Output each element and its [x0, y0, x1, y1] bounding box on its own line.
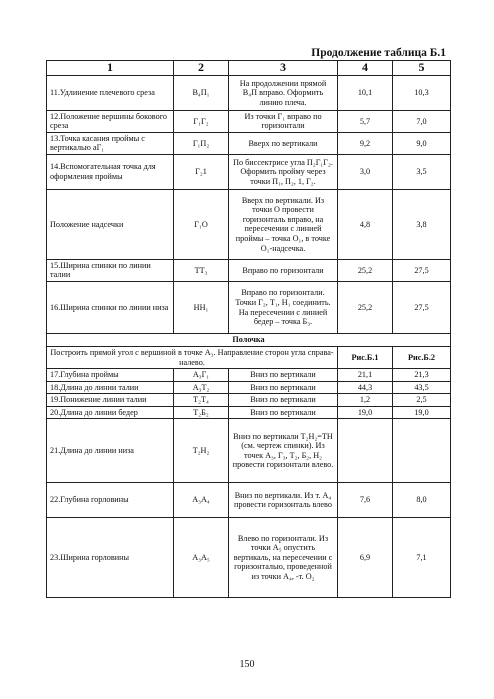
- table-row: [47, 518, 451, 598]
- table-cell-c3: Вниз по вертикали: [229, 381, 338, 394]
- specification-table: [46, 60, 451, 598]
- table-row: [47, 419, 451, 483]
- table-cell-c2: ТТ₃: [174, 259, 229, 281]
- section-title: Полочка: [47, 334, 451, 347]
- header-col-4: 4: [338, 61, 393, 76]
- table-row: [47, 189, 451, 259]
- table-cell-c4: 5,7: [338, 110, 393, 132]
- table-cell-c4: 21,1: [338, 369, 393, 382]
- table-cell-c1: 23.Ширина горловины: [47, 518, 174, 598]
- table-cell-c2: Г₂1: [174, 154, 229, 189]
- table-cell-c2: Т₂Н₂: [174, 419, 229, 483]
- table-cell-c2: Т₂Б₂: [174, 406, 229, 419]
- table-cell-c1: 14.Вспомогательная точка для оформления проймы: [47, 154, 174, 189]
- table-cell-c5: 27,5: [393, 259, 451, 281]
- table-row: [47, 282, 451, 334]
- table-cell-c2: Т₂Т₄: [174, 394, 229, 407]
- table-cell-c4: 1,2: [338, 394, 393, 407]
- table-cell-c3: Вверх по вертикали. Из точки О провести горизонталь вправо, на пересечении с линией проймы – точка О₁, в точке О₁-надсечка.: [229, 189, 338, 259]
- table-cell-c3: По биссектрисе угла П₂Г₁Г₂. Оформить пройму через точки П₁, П₂, 1, Г₂.: [229, 154, 338, 189]
- table-cell-c5: 43,5: [393, 381, 451, 394]
- table-cell-c3: Вправо по горизонтали: [229, 259, 338, 281]
- table-cell-c4: 4,8: [338, 189, 393, 259]
- table-cell-c2: Г₁Г₂: [174, 110, 229, 132]
- table-cell-c4: 7,6: [338, 483, 393, 518]
- table-cell-c5: 19,0: [393, 406, 451, 419]
- section-row: [47, 334, 451, 347]
- figure-label: Рис.Б.1: [338, 347, 393, 369]
- table-cell-c5: 7,0: [393, 110, 451, 132]
- table-cell-c3: Вправо по горизонтали. Точки Г₂, Т₁, Н₁ соединить. На пересечении с линией бедер – точка Б₃.: [229, 282, 338, 334]
- table-cell-c1: 11.Удлинение плечевого среза: [47, 75, 174, 110]
- table-cell-c4: 25,2: [338, 282, 393, 334]
- table-cell-c5: 3,5: [393, 154, 451, 189]
- table-row: [47, 483, 451, 518]
- table-cell-c1: 12.Положение вершины бокового среза: [47, 110, 174, 132]
- instruction-text: Построить прямой угол с вершиной в точке А₃. Направление сторон угла справа-налево.: [47, 347, 338, 369]
- table-cell-c3: Вверх по вертикали: [229, 132, 338, 154]
- table-cell-c2: А₃Т₂: [174, 381, 229, 394]
- table-row: [47, 132, 451, 154]
- table-cell-c3: Из точки Г₁ вправо по горизонтали: [229, 110, 338, 132]
- table-cell-c2: Г₁П₂: [174, 132, 229, 154]
- header-col-1: 1: [47, 61, 174, 76]
- table-cell-c1: 13.Точка касания проймы с вертикалью аГ₁: [47, 132, 174, 154]
- table-cell-c5: [393, 419, 451, 483]
- table-cell-c2: Г₁О: [174, 189, 229, 259]
- figure-label: Рис.Б.2: [393, 347, 451, 369]
- table-cell-c2: А₃Г₁: [174, 369, 229, 382]
- table-cell-c1: 15.Ширина спинки по линии талии: [47, 259, 174, 281]
- table-cell-c1: 16.Ширина спинки по линии низа: [47, 282, 174, 334]
- table-cell-c3: Влево по горизонтали. Из точки А₅ опустить вертикаль, на пересечении с горизонталью, проведенной из точки А₄, -т. О₂: [229, 518, 338, 598]
- table-cell-c5: 9,0: [393, 132, 451, 154]
- table-row: [47, 394, 451, 407]
- table-cell-c3: Вниз по вертикали. Из т. А₄ провести горизонталь влево: [229, 483, 338, 518]
- table-cell-c4: 25,2: [338, 259, 393, 281]
- table-row: [47, 75, 451, 110]
- table-cell-c1: 20.Длина до линии бедер: [47, 406, 174, 419]
- header-col-3: 3: [229, 61, 338, 76]
- table-cell-c3: На продолжении прямой В₄П вправо. Оформить линию плеча.: [229, 75, 338, 110]
- table-cell-c2: А₃А₄: [174, 483, 229, 518]
- table-cell-c3: Вниз по вертикали: [229, 394, 338, 407]
- table-cell-c3: Вниз по вертикали: [229, 369, 338, 382]
- header-col-5: 5: [393, 61, 451, 76]
- table-cell-c5: 3,8: [393, 189, 451, 259]
- table-cell-c4: 3,0: [338, 154, 393, 189]
- table-row: [47, 110, 451, 132]
- table-cell-c4: [338, 419, 393, 483]
- table-header-row: [47, 61, 451, 76]
- table-cell-c1: Положение надсечки: [47, 189, 174, 259]
- table-cell-c1: 21.Длина до линии низа: [47, 419, 174, 483]
- table-row: [47, 369, 451, 382]
- page-number: 150: [239, 659, 255, 670]
- table-cell-c2: НН₁: [174, 282, 229, 334]
- table-cell-c1: 17.Глубина проймы: [47, 369, 174, 382]
- table-cell-c5: 8,0: [393, 483, 451, 518]
- table-cell-c3: Вниз по вертикали Т₂Н₂=ТН (см. чертеж спинки). Из точек А₃, Г₃, Т₂, Б₂, Н₂ провести горизонтали влево.: [229, 419, 338, 483]
- header-col-2: 2: [174, 61, 229, 76]
- table-cell-c2: А₃А₅: [174, 518, 229, 598]
- table-cell-c2: В₄П₁: [174, 75, 229, 110]
- instruction-row: [47, 347, 451, 369]
- table-cell-c4: 9,2: [338, 132, 393, 154]
- table-cell-c1: 22.Глубина горловины: [47, 483, 174, 518]
- table-cell-c3: Вниз по вертикали: [229, 406, 338, 419]
- table-row: [47, 406, 451, 419]
- table-cell-c4: 44,3: [338, 381, 393, 394]
- table-cell-c5: 10,3: [393, 75, 451, 110]
- table-caption: Продолжение таблица Б.1: [311, 47, 446, 59]
- table-row: [47, 381, 451, 394]
- table-cell-c5: 2,5: [393, 394, 451, 407]
- table-row: [47, 259, 451, 281]
- table-cell-c4: 10,1: [338, 75, 393, 110]
- table-cell-c5: 7,1: [393, 518, 451, 598]
- table-cell-c4: 19,0: [338, 406, 393, 419]
- table-row: [47, 154, 451, 189]
- table-cell-c5: 21,3: [393, 369, 451, 382]
- table-cell-c5: 27,5: [393, 282, 451, 334]
- table-cell-c1: 18.Длина до линии талии: [47, 381, 174, 394]
- table-cell-c1: 19.Понижение линии талии: [47, 394, 174, 407]
- table-cell-c4: 6,9: [338, 518, 393, 598]
